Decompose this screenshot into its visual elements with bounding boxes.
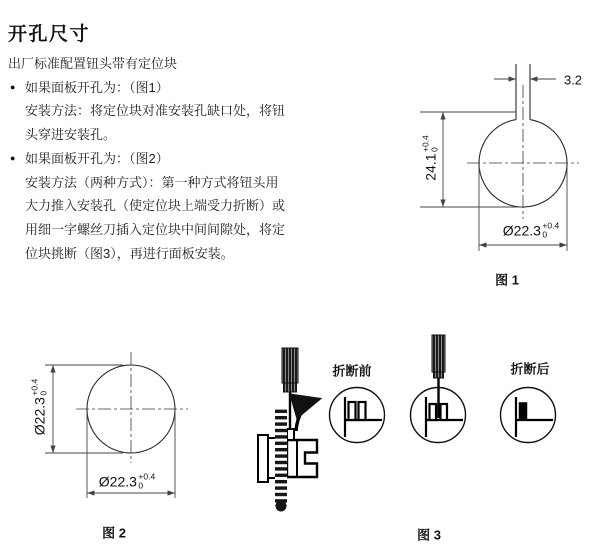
bullet-text: 头穿进安装孔。 [25, 127, 117, 143]
dim-diameter-fig2-vertical: Ø22.3 +0.4 0 [29, 378, 49, 436]
instructions-text [8, 52, 318, 265]
dim-height: 24.1 +0.4 0 [420, 135, 440, 181]
dim-diameter-fig1: Ø22.3 +0.4 0 [502, 220, 560, 240]
dim-diameter-fig2-horizontal: Ø22.3 +0.4 0 [98, 471, 156, 491]
bullet-text: 如果面板开孔为：（图2） [25, 150, 169, 166]
bullet-text: 安装方法（两种方式）：第一种方式将钮头用 [25, 174, 279, 190]
detail-circle-before [330, 388, 385, 443]
bullet-text: 位块挑断（图3），再进行面板安装。 [25, 245, 234, 261]
figure2-label: 图 2 [102, 525, 126, 541]
after-break-label: 折断后 [510, 361, 550, 377]
figure3-label: 图 3 [417, 527, 441, 543]
bullet-item [8, 76, 318, 100]
detail-circle-after [501, 388, 556, 443]
bullet-item [8, 147, 318, 171]
bullet-text: 大力推入安装孔（使定位块上端受力折断）或 [25, 198, 286, 214]
bullet-icon: ● [10, 152, 16, 163]
bullet-text: 用细一字螺丝刀插入定位块中间间隙处，将定 [25, 221, 286, 237]
bullet-text: 如果面板开孔为：（图1） [25, 79, 169, 95]
bullet-text: 安装方法：将定位块对准安装孔缺口处，将钮 [25, 103, 286, 119]
before-break-label: 折断前 [332, 363, 372, 379]
page-title: 开孔尺寸 [8, 23, 91, 45]
button-assembly [258, 407, 317, 512]
figure1-label: 图 1 [495, 272, 519, 288]
bullet-icon: ● [10, 81, 16, 92]
intro-line: 出厂标准配置钮头带有定位块 [8, 56, 178, 71]
dim-notch-width: 3.2 [563, 72, 583, 88]
callout-arrow [296, 399, 319, 431]
